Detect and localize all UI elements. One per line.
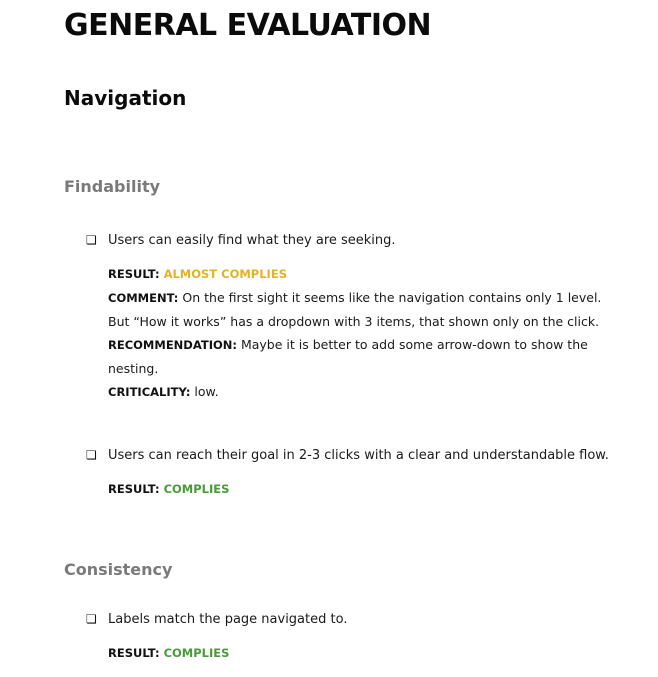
comment-line — [108, 286, 616, 333]
result-line — [108, 477, 616, 501]
criticality-label: CRITICALITY: — [108, 385, 191, 399]
evaluation-details — [108, 477, 616, 501]
checklist-item-text: Users can reach their goal in 2-3 clicks with a clear and understandable flow. — [108, 448, 609, 463]
comment-text: On the first sight it seems like the navigation contains only 1 level. But “How it works” has a dropdown with 3 items, that shown only on the click. — [108, 290, 602, 329]
result-value: ALMOST COMPLIES — [163, 267, 287, 281]
recommendation-text: Maybe it is better to add some arrow-down to show the nesting. — [108, 337, 588, 376]
checklist-item-text: Labels match the page navigated to. — [108, 612, 348, 627]
checklist-item — [86, 444, 616, 501]
checkbox-outline-icon: ❏ — [86, 233, 97, 247]
evaluation-details — [108, 641, 616, 665]
result-line — [108, 641, 616, 665]
evaluation-details — [108, 262, 616, 404]
page-title: GENERAL EVALUATION — [64, 8, 432, 43]
result-value: COMPLIES — [163, 646, 230, 660]
recommendation-line — [108, 333, 616, 380]
subsection-consistency: Consistency — [64, 560, 173, 579]
recommendation-label: RECOMMENDATION: — [108, 338, 237, 352]
criticality-value: low. — [194, 384, 219, 399]
result-line — [108, 262, 616, 286]
section-title: Navigation — [64, 86, 187, 110]
result-value: COMPLIES — [163, 482, 230, 496]
checkbox-outline-icon: ❏ — [86, 448, 97, 462]
checklist-item — [86, 229, 616, 404]
result-label: RESULT: — [108, 646, 160, 660]
checkbox-outline-icon: ❏ — [86, 612, 97, 626]
criticality-line — [108, 380, 616, 404]
comment-label: COMMENT: — [108, 291, 179, 305]
checklist-item — [86, 608, 616, 665]
result-label: RESULT: — [108, 267, 160, 281]
checklist-item-text: Users can easily find what they are seeking. — [108, 233, 396, 248]
result-label: RESULT: — [108, 482, 160, 496]
subsection-findability: Findability — [64, 177, 161, 196]
